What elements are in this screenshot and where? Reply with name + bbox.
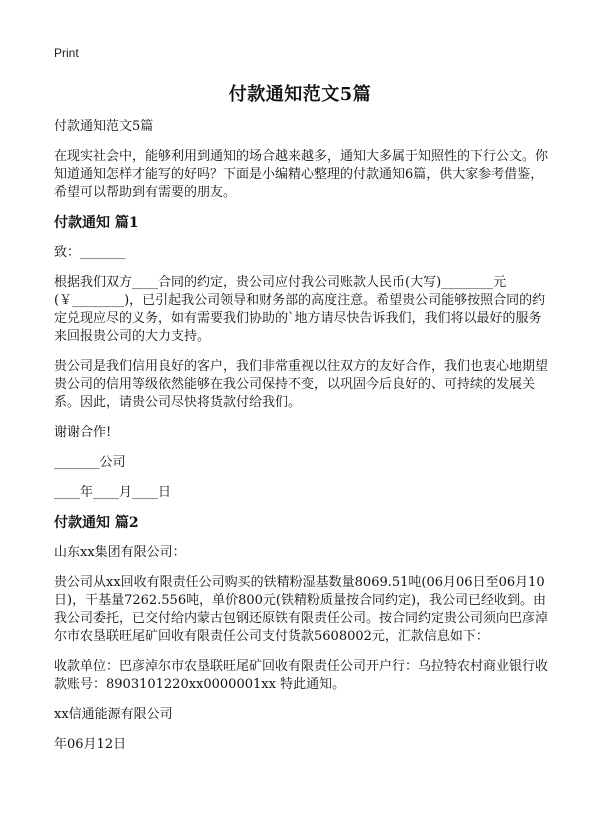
section2-paragraph-2: 收款单位：巴彦淖尔市农垦联旺尾矿回收有限责任公司开户行：乌拉特农村商业银行收款账号：8903101220xx0000001xx 特此通知。 <box>54 659 549 692</box>
section-heading-2: 付款通知 篇2 <box>54 515 139 531</box>
thanks-line: 谢谢合作! <box>54 425 112 440</box>
section1-paragraph-2: 贵公司是我们信用良好的客户，我们非常重视以往双方的友好合作，我们也衷心地期望贵公司的信用等级依然能够在我公司保持不变，以巩固今后良好的、可持续的发展关系。因此，请贵公司尽快将货款付给我们。 <box>54 359 549 410</box>
page-title: 付款通知范文5篇 <box>228 84 372 105</box>
date-line-1: ____年____月____日 <box>54 485 172 500</box>
addressee-1: 致：_______ <box>54 245 126 260</box>
section1-paragraph-1: 根据我们双方____合同的约定，贵公司应付我公司账款人民币(大写)________元(￥________)，已引起我公司领导和财务部的高度注意。希望贵公司能够按照合同的约定兑现应尽的义务，如有需要我们协助的`地方请尽快告诉我们，我们将以最好的服务来回报贵公司的大力支持。 <box>54 275 546 344</box>
signer-line: xx信通能源有限公司 <box>54 707 173 722</box>
print-link[interactable]: Print <box>54 46 79 60</box>
addressee-2: 山东xx集团有限公司： <box>54 545 186 560</box>
section-heading-1: 付款通知 篇1 <box>54 215 139 231</box>
company-line: _______公司 <box>54 455 126 470</box>
date-line-2: 年06月12日 <box>54 737 127 752</box>
document-body <box>54 118 548 766</box>
section2-paragraph-1: 贵公司从xx回收有限责任公司购买的铁精粉湿基数量8069.51吨(06月06日至06月10日)，干基量7262.556吨，单价800元(铁精粉质量按合同约定)，我公司已经收到。由我公司委托，已交付给内蒙古包钢还原铁有限责任公司。按合同约定贵公司须向巴彦淖尔市农垦联旺尾矿回收有限责任公司支付货款5608002元，汇款信息如下： <box>54 575 549 644</box>
intro-paragraph: 在现实社会中，能够利用到通知的场合越来越多，通知大多属于知照性的下行公文。你知道通知怎样才能写的好吗？下面是小编精心整理的付款通知6篇，供大家参考借鉴，希望可以帮助到有需要的朋友。 <box>54 149 549 200</box>
subtitle: 付款通知范文5篇 <box>54 119 154 134</box>
